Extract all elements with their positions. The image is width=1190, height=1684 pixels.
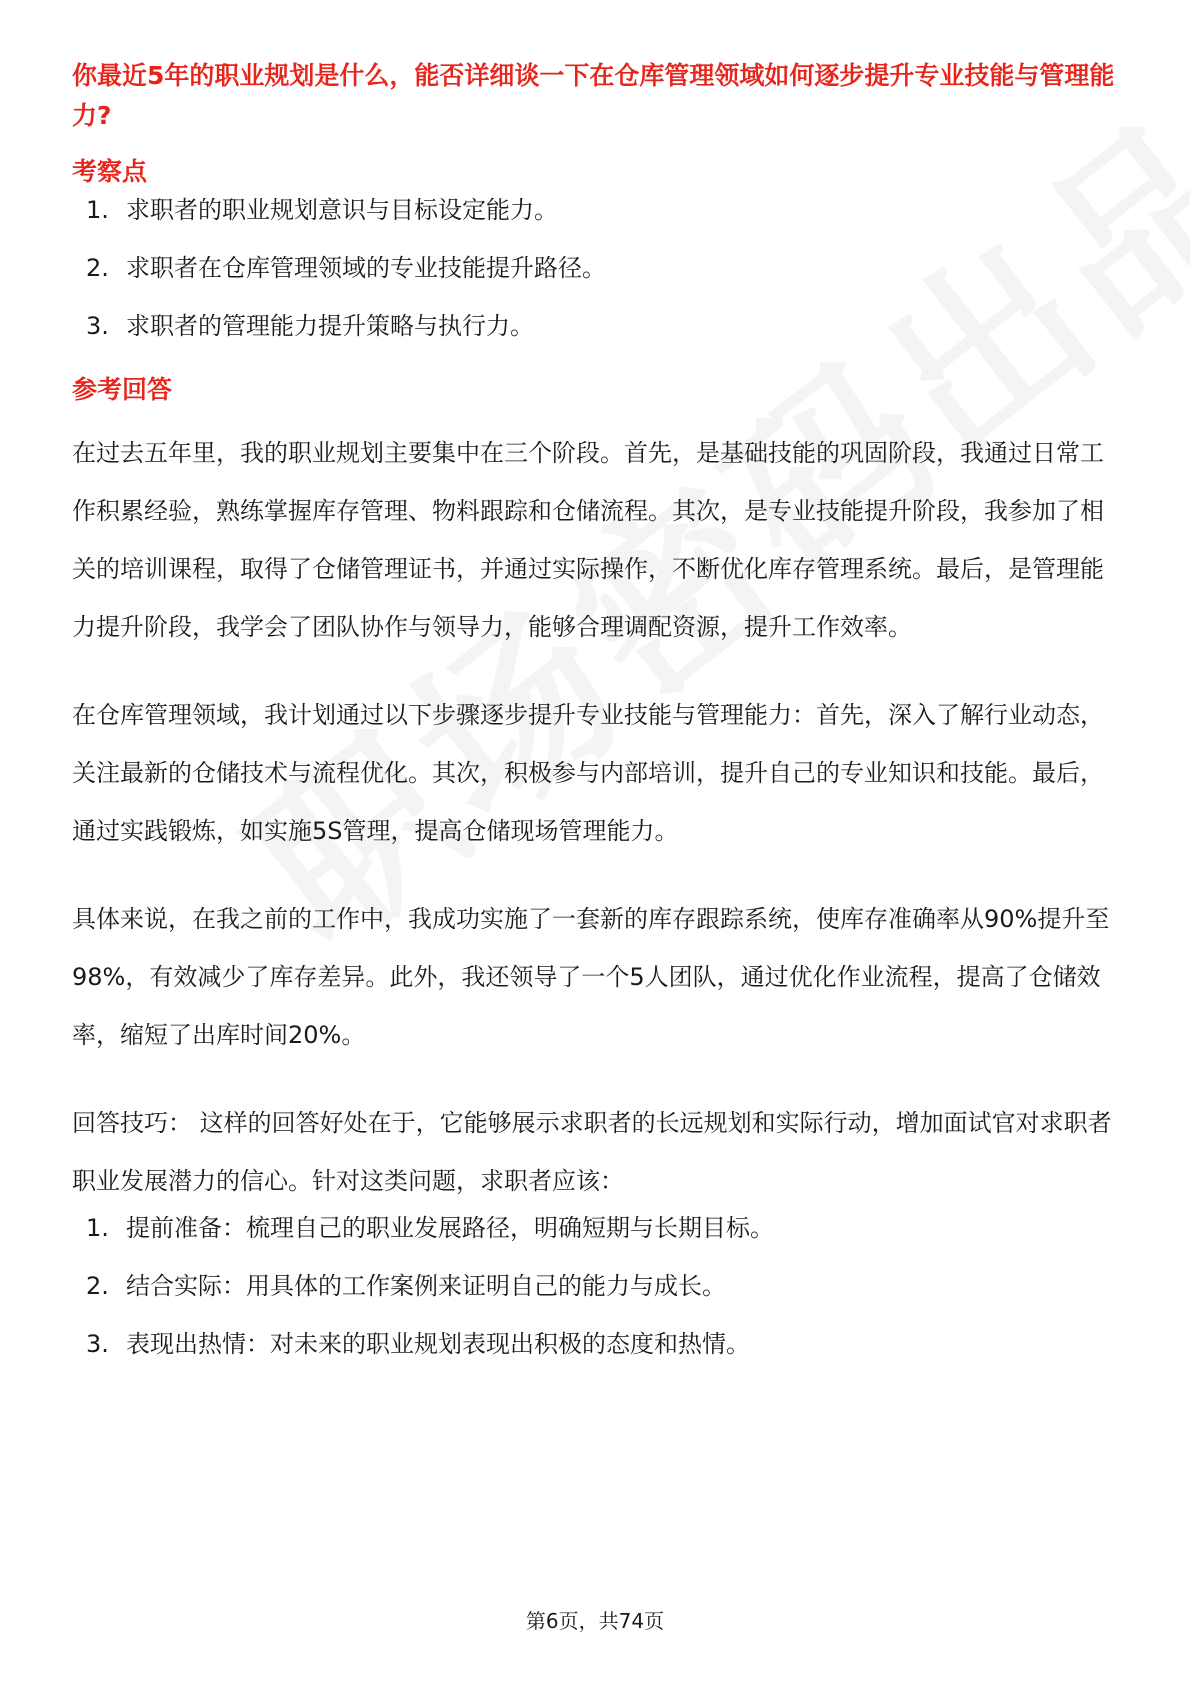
list-text: 结合实际：用具体的工作案例来证明自己的能力与成长。: [126, 1272, 726, 1300]
list-item: [72, 1326, 1122, 1362]
list-text: 求职者的管理能力提升策略与执行力。: [126, 312, 534, 340]
list-number: 1.: [86, 1214, 109, 1242]
list-number: 2.: [86, 254, 109, 282]
list-item: [72, 1210, 1122, 1246]
list-text: 求职者的职业规划意识与目标设定能力。: [126, 196, 558, 224]
document-body: [72, 56, 1122, 1384]
section-title-reference-answer: 参考回答: [72, 375, 173, 404]
list-item: [72, 192, 1122, 228]
list-item: [72, 250, 1122, 286]
answer-paragraph: 具体来说，在我之前的工作中，我成功实施了一套新的库存跟踪系统，使库存准确率从90%提升至98%，有效减少了库存差异。此外，我还领导了一个5人团队，通过优化作业流程，提高了仓储效率，缩短了出库时间20%。: [72, 905, 1110, 1049]
list-text: 求职者在仓库管理领域的专业技能提升路径。: [126, 254, 606, 282]
list-text: 提前准备：梳理自己的职业发展路径，明确短期与长期目标。: [126, 1214, 774, 1242]
list-number: 3.: [86, 1330, 109, 1358]
answer-paragraph: 在仓库管理领域，我计划通过以下步骤逐步提升专业技能与管理能力：首先，深入了解行业动态，关注最新的仓储技术与流程优化。其次，积极参与内部培训，提升自己的专业知识和技能。最后，通过实践锻炼，如实施5S管理，提高仓储现场管理能力。: [72, 701, 1104, 845]
list-number: 3.: [86, 312, 109, 340]
list-number: 1.: [86, 196, 109, 224]
tips-list: [72, 1210, 1122, 1362]
answer-tips-paragraph: 回答技巧： 这样的回答好处在于，它能够展示求职者的长远规划和实际行动，增加面试官对求职者职业发展潜力的信心。针对这类问题，求职者应该：: [72, 1109, 1112, 1195]
answer-paragraph: 在过去五年里，我的职业规划主要集中在三个阶段。首先，是基础技能的巩固阶段，我通过日常工作积累经验，熟练掌握库存管理、物料跟踪和仓储流程。其次，是专业技能提升阶段，我参加了相关的培训课程，取得了仓储管理证书，并通过实际操作，不断优化库存管理系统。最后，是管理能力提升阶段，我学会了团队协作与领导力，能够合理调配资源，提升工作效率。: [72, 439, 1104, 641]
list-text: 表现出热情：对未来的职业规划表现出积极的态度和热情。: [126, 1330, 750, 1358]
list-item: [72, 1268, 1122, 1304]
assessment-list: [72, 192, 1122, 344]
question-heading: 你最近5年的职业规划是什么，能否详细谈一下在仓库管理领域如何逐步提升专业技能与管理能力?: [72, 61, 1115, 130]
section-title-assessment: 考察点: [72, 157, 148, 186]
page-number: 第6页，共74页: [525, 1609, 665, 1633]
list-number: 2.: [86, 1272, 109, 1300]
list-item: [72, 308, 1122, 344]
